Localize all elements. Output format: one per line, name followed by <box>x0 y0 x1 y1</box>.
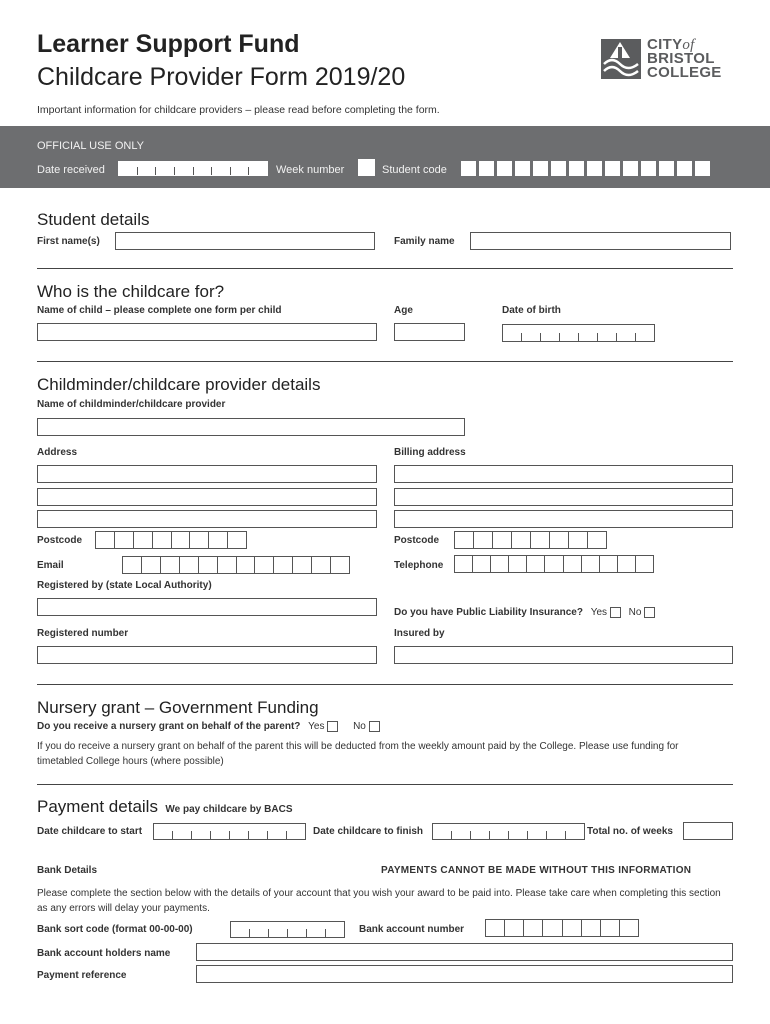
address-line1-input[interactable] <box>37 465 377 483</box>
date-received-field[interactable] <box>118 161 268 176</box>
billing-line1-input[interactable] <box>394 465 733 483</box>
date-received-label: Date received <box>37 164 105 176</box>
email-label: Email <box>37 560 64 571</box>
account-number-label: Bank account number <box>359 924 465 935</box>
postcode-input[interactable] <box>95 531 247 549</box>
intro-text: Important information for childcare providers – please read before completing the form. <box>37 104 440 116</box>
address-line2-input[interactable] <box>37 488 377 506</box>
first-names-label: First name(s) <box>37 236 100 247</box>
bank-details-label: Bank Details <box>37 865 98 876</box>
divider <box>37 784 733 785</box>
divider <box>37 684 733 685</box>
payment-subheading: We pay childcare by BACS <box>165 804 293 815</box>
date-start-input[interactable] <box>153 823 306 840</box>
provider-name-label: Name of childminder/childcare provider <box>37 399 226 410</box>
total-weeks-input[interactable] <box>683 822 733 840</box>
logo-bristol: BRISTOL <box>647 50 715 67</box>
address-line3-input[interactable] <box>37 510 377 528</box>
student-details-heading: Student details <box>37 210 150 229</box>
form-title: Learner Support Fund <box>37 30 300 58</box>
child-name-input[interactable] <box>37 323 377 341</box>
insurance-question-label: Do you have Public Liability Insurance? <box>394 607 583 619</box>
logo-college: COLLEGE <box>647 64 722 81</box>
email-input[interactable] <box>122 556 350 574</box>
payment-heading: Payment details <box>37 797 158 816</box>
nursery-question-label: Do you receive a nursery grant on behalf of the parent? <box>37 721 301 733</box>
student-code-label: Student code <box>382 164 447 176</box>
nursery-no-label: No <box>353 721 366 733</box>
sort-code-label: Bank sort code (format 00-00-00) <box>37 924 193 935</box>
divider <box>37 268 733 269</box>
billing-postcode-input[interactable] <box>454 531 607 549</box>
insured-by-label: Insured by <box>394 628 445 639</box>
total-weeks-label: Total no. of weeks <box>587 826 673 837</box>
family-name-label: Family name <box>394 236 455 247</box>
date-start-label: Date childcare to start <box>37 826 143 837</box>
registered-by-label: Registered by (state Local Authority) <box>37 580 212 591</box>
child-name-label: Name of child – please complete one form per child <box>37 305 282 316</box>
account-number-input[interactable] <box>485 919 639 937</box>
registered-by-input[interactable] <box>37 598 377 616</box>
payment-reference-input[interactable] <box>196 965 733 983</box>
divider <box>37 361 733 362</box>
dob-input[interactable] <box>502 324 655 342</box>
dob-label: Date of birth <box>502 305 561 316</box>
insurance-yes-label: Yes <box>590 607 608 619</box>
logo-of: of <box>682 37 695 53</box>
holders-name-label: Bank account holders name <box>37 948 171 959</box>
nursery-question <box>37 721 380 732</box>
payment-heading-row <box>37 797 293 817</box>
billing-line3-input[interactable] <box>394 510 733 528</box>
provider-heading: Childminder/childcare provider details <box>37 375 321 394</box>
billing-address-label: Billing address <box>394 447 466 458</box>
official-use-heading: OFFICIAL USE ONLY <box>37 140 144 152</box>
sort-code-input[interactable] <box>230 921 345 938</box>
college-logo <box>600 34 735 86</box>
insurance-no-label: No <box>628 607 642 619</box>
holders-name-input[interactable] <box>196 943 733 961</box>
provider-name-input[interactable] <box>37 418 465 436</box>
family-name-input[interactable] <box>470 232 731 250</box>
date-finish-input[interactable] <box>432 823 585 840</box>
registered-number-label: Registered number <box>37 628 129 639</box>
college-crest-icon <box>600 34 642 84</box>
payment-warning: PAYMENTS CANNOT BE MADE WITHOUT THIS INFORMATION <box>381 865 692 876</box>
student-code-field[interactable] <box>461 161 713 176</box>
form-subtitle: Childcare Provider Form 2019/20 <box>37 63 406 91</box>
billing-postcode-label: Postcode <box>394 535 440 546</box>
week-number-label: Week number <box>276 164 345 176</box>
insured-by-input[interactable] <box>394 646 733 664</box>
week-number-field[interactable] <box>358 159 375 176</box>
age-label: Age <box>394 305 413 316</box>
postcode-label: Postcode <box>37 535 83 546</box>
nursery-note: If you do receive a nursery grant on behalf of the parent this will be deducted from the weekly amount paid by the College. Please use funding for timetabled College hours (where possible) <box>37 741 679 767</box>
nursery-no-checkbox[interactable] <box>369 721 380 732</box>
date-finish-label: Date childcare to finish <box>313 826 424 837</box>
nursery-heading: Nursery grant – Government Funding <box>37 698 319 717</box>
telephone-input[interactable] <box>454 555 654 573</box>
nursery-yes-label: Yes <box>308 721 325 733</box>
nursery-yes-checkbox[interactable] <box>327 721 338 732</box>
first-names-input[interactable] <box>115 232 375 250</box>
billing-line2-input[interactable] <box>394 488 733 506</box>
address-label: Address <box>37 447 78 458</box>
telephone-label: Telephone <box>394 560 444 571</box>
official-use-band <box>0 126 770 188</box>
insurance-yes-checkbox[interactable] <box>610 607 621 618</box>
insurance-question <box>394 607 655 618</box>
registered-number-input[interactable] <box>37 646 377 664</box>
insurance-no-checkbox[interactable] <box>644 607 655 618</box>
payment-reference-label: Payment reference <box>37 970 127 981</box>
child-heading: Who is the childcare for? <box>37 282 225 301</box>
logo-city: CITY <box>647 36 683 53</box>
bank-instructions: Please complete the section below with the details of your account that you wish your award to be paid into. Please take care when completing this section as any errors will delay your payments. <box>37 888 721 914</box>
age-input[interactable] <box>394 323 465 341</box>
